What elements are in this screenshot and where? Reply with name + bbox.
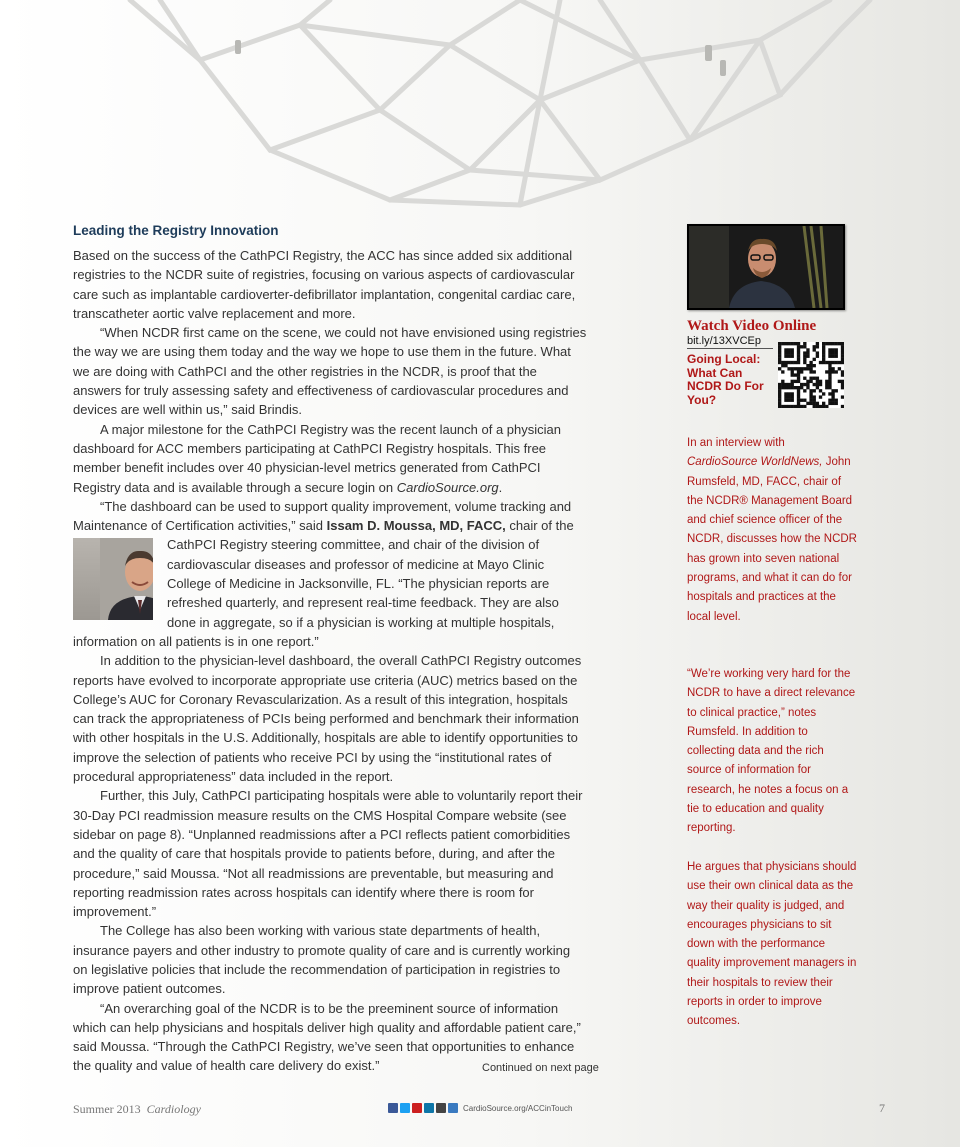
quoted-name: Issam D. Moussa, MD, FACC, <box>326 518 506 534</box>
lattice-artwork <box>0 0 960 220</box>
paragraph <box>73 497 588 651</box>
text: A major milestone for the CathPCI Registry was the recent launch of a physician dashboard for ACC members participating at CathPCI Registry hospitals. This free member benefit includes over 40 physician-level metrics generated from CathPCI Registry data and is available through a secure login on <box>73 421 561 495</box>
blog-icon[interactable] <box>448 1103 458 1113</box>
article <box>73 221 588 1076</box>
paragraph: In addition to the physician-level dashboard, the overall CathPCI Registry outcomes reports have evolved to incorporate appropriate use criteria (AUC) metrics based on the College’s AUC for Coronary Revascularization. As a result of this integration, hospitals can track the appropriateness of PCIs being performed and benchmark their information with other hospitals in the U.S. Additionally, hospitals are able to identify opportunities to improve the selection of patients who receive PCI by using the “institutional rates of procedural appropriateness” data included in the report. <box>73 653 582 785</box>
video-link[interactable]: bit.ly/13XVCEp <box>687 335 773 349</box>
text: chair of the CathPCI Registry steering committee, and chair of the division of cardiovascular diseases and professor of medicine at Mayo Clinic College of Medicine in Jacksonville, FL. “The physician reports are refreshed quarterly, and represent real-time feedback. They are also done in aggregate, so if a physician is working at multiple hospitals, information on all patients is in one report.” <box>73 518 574 649</box>
paragraph <box>73 420 588 497</box>
paragraph: Further, this July, CathPCI participating hospitals were able to voluntarily report their 30-Day PCI readmission measure results on the CMS Hospital Compare website (see sidebar on page 8). “Unplanned readmissions after a PCI reflects patient comorbidities and the quality of care that hospitals provide to patients before, during, and after the procedure,” said Moussa. “Not all readmissions are preventable, but measuring and reporting readmission rates across hospitals can identify where there is room for improvement.” <box>73 788 583 920</box>
section-heading: Leading the Registry Innovation <box>73 223 279 238</box>
qr-code[interactable] <box>778 342 844 408</box>
text: In an interview with <box>687 437 785 449</box>
sidebar-paragraph: “We’re working very hard for the NCDR to have a direct relevance to clinical practice,” notes Rumsfeld. In addition to collecting data and the rich source of information for research, he notes a focus on a tie to education and quality reporting. <box>687 668 856 835</box>
footer-season: Summer 2013 <box>73 1102 141 1116</box>
video-sidebar <box>687 224 847 310</box>
link-text: CardioSource.org <box>396 479 499 495</box>
social-links <box>388 1103 572 1113</box>
text: . <box>498 479 503 495</box>
author-portrait <box>73 538 153 620</box>
video-thumbnail[interactable] <box>687 224 845 310</box>
google-plus-icon[interactable] <box>436 1103 446 1113</box>
footer-publication: Cardiology <box>146 1102 201 1116</box>
text: “The dashboard can be used to support quality improvement, volume tracking and Maintenance of Certification activities,” said <box>73 498 572 534</box>
paragraph: “An overarching goal of the NCDR is to be the preeminent source of information which can help physicians and hospitals deliver high quality and affordable patient care,” said Moussa. “Through the CathPCI Registry, we’ve seen that opportunities to enhance the quality and value of health care delivery do exist.” <box>73 1000 581 1074</box>
sidebar-paragraph: He argues that physicians should use their own clinical data as the way their quality is judged, and encourages physicians to sit down with the performance quality improvement managers in their hospitals to review their reports in order to improve outcomes. <box>687 861 857 1028</box>
facebook-icon[interactable] <box>388 1103 398 1113</box>
video-title: Going Local: What Can NCDR Do For You? <box>687 352 764 407</box>
linkedin-icon[interactable] <box>424 1103 434 1113</box>
paragraph: “When NCDR first came on the scene, we could not have envisioned using registries the way we are using them today and the way we hope to use them in the future. What we are doing with CathPCI and the other registries in the NCDR, is proof that the answers for truly assessing safety and effectiveness of cardiovascular procedures and devices are well within us,” said Brindis. <box>73 325 587 418</box>
paragraph: Based on the success of the CathPCI Registry, the ACC has since added six additional registries to the NCDR suite of registries, focusing on various aspects of cardiovascular care such as implantable cardioverter-defibrillator implantation, congenital cardiac care, transcatheter aortic valve replacement and more. <box>73 248 576 321</box>
twitter-icon[interactable] <box>400 1103 410 1113</box>
publication-name: CardioSource WorldNews, <box>687 456 823 469</box>
continued-note: Continued on next page <box>482 1062 599 1074</box>
page-number: 7 <box>879 1101 885 1115</box>
sidebar-paragraph <box>687 434 857 627</box>
text: John Rumsfeld, MD, FACC, chair of the NCDR® Management Board and chief science officer of the NCDR, discusses how the NCDR has grown into seven national programs, and what it can do for hospitals and practices at the local level. <box>687 456 857 623</box>
watch-video-heading: Watch Video Online <box>687 318 817 334</box>
footer-url[interactable]: CardioSource.org/ACCinTouch <box>463 1103 573 1113</box>
footer-issue <box>73 1102 201 1117</box>
youtube-icon[interactable] <box>412 1103 422 1113</box>
paragraph: The College has also been working with various state departments of health, insurance payers and other industry to promote quality of care and is currently working on legislative policies that include the recommendation of participation in registries to improve patient outcomes. <box>73 923 571 997</box>
